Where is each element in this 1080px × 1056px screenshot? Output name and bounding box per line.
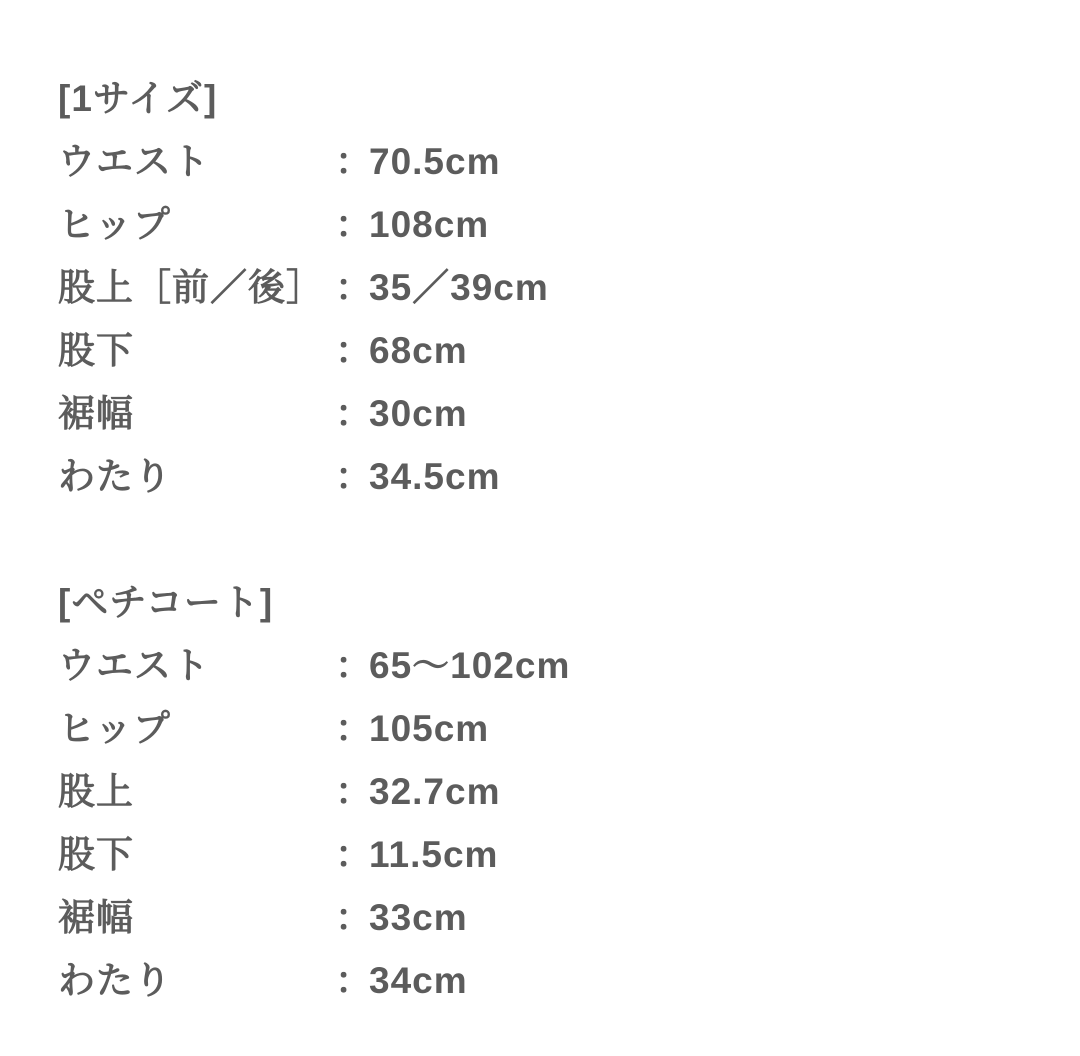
- spec-label: ウエスト: [58, 645, 210, 686]
- spec-row-thigh-width: [58, 445, 1040, 508]
- spec-row-hem-width: [58, 382, 1040, 445]
- spec-row-thigh-width: [58, 949, 1040, 1012]
- spec-label: わたり: [58, 960, 172, 1001]
- spec-row-rise: [58, 760, 1040, 823]
- spec-row-hem-width: [58, 886, 1040, 949]
- spec-label: ウエスト: [58, 141, 210, 182]
- spec-value: 65〜102cm: [369, 645, 571, 686]
- spec-label: ヒップ: [58, 204, 171, 245]
- size-section-main: [58, 67, 1040, 508]
- size-section-petticoat: [58, 571, 1040, 1012]
- spec-label: 裾幅: [58, 393, 134, 434]
- spec-separator: ：: [335, 708, 372, 749]
- spec-value: 34.5cm: [369, 456, 501, 497]
- spec-separator: ：: [335, 645, 372, 686]
- spec-label: わたり: [58, 456, 172, 497]
- spec-separator: ：: [335, 456, 372, 497]
- spec-separator: ：: [335, 771, 372, 812]
- spec-value: 108cm: [369, 204, 490, 245]
- spec-value: 32.7cm: [369, 771, 501, 812]
- section-header: [1サイズ]: [58, 78, 218, 119]
- spec-label: ヒップ: [58, 708, 171, 749]
- spec-value: 105cm: [369, 708, 490, 749]
- spec-label: 股下: [58, 834, 134, 875]
- spec-separator: ：: [335, 267, 372, 308]
- spec-separator: ：: [335, 330, 372, 371]
- spec-separator: ：: [335, 834, 372, 875]
- spec-row-waist: [58, 634, 1040, 697]
- spec-value: 11.5cm: [369, 834, 499, 875]
- spec-label: 股上: [58, 771, 134, 812]
- spec-value: 33cm: [369, 897, 468, 938]
- spec-row-rise: [58, 256, 1040, 319]
- spec-label: 裾幅: [58, 897, 134, 938]
- spec-value: 70.5cm: [369, 141, 501, 182]
- spec-row-waist: [58, 130, 1040, 193]
- spec-value: 34cm: [369, 960, 468, 1001]
- spec-value: 35／39cm: [369, 267, 549, 308]
- section-header: [ペチコート]: [58, 582, 274, 623]
- spec-separator: ：: [335, 897, 372, 938]
- spec-separator: ：: [335, 393, 372, 434]
- spec-separator: ：: [335, 960, 372, 1001]
- spec-label: 股上［前／後］: [58, 267, 324, 308]
- spec-separator: ：: [335, 141, 372, 182]
- spec-label: 股下: [58, 330, 134, 371]
- spec-row-inseam: [58, 319, 1040, 382]
- spec-separator: ：: [335, 204, 372, 245]
- spec-row-hip: [58, 697, 1040, 760]
- spec-row-hip: [58, 193, 1040, 256]
- spec-value: 30cm: [369, 393, 468, 434]
- spec-row-inseam: [58, 823, 1040, 886]
- spec-value: 68cm: [369, 330, 468, 371]
